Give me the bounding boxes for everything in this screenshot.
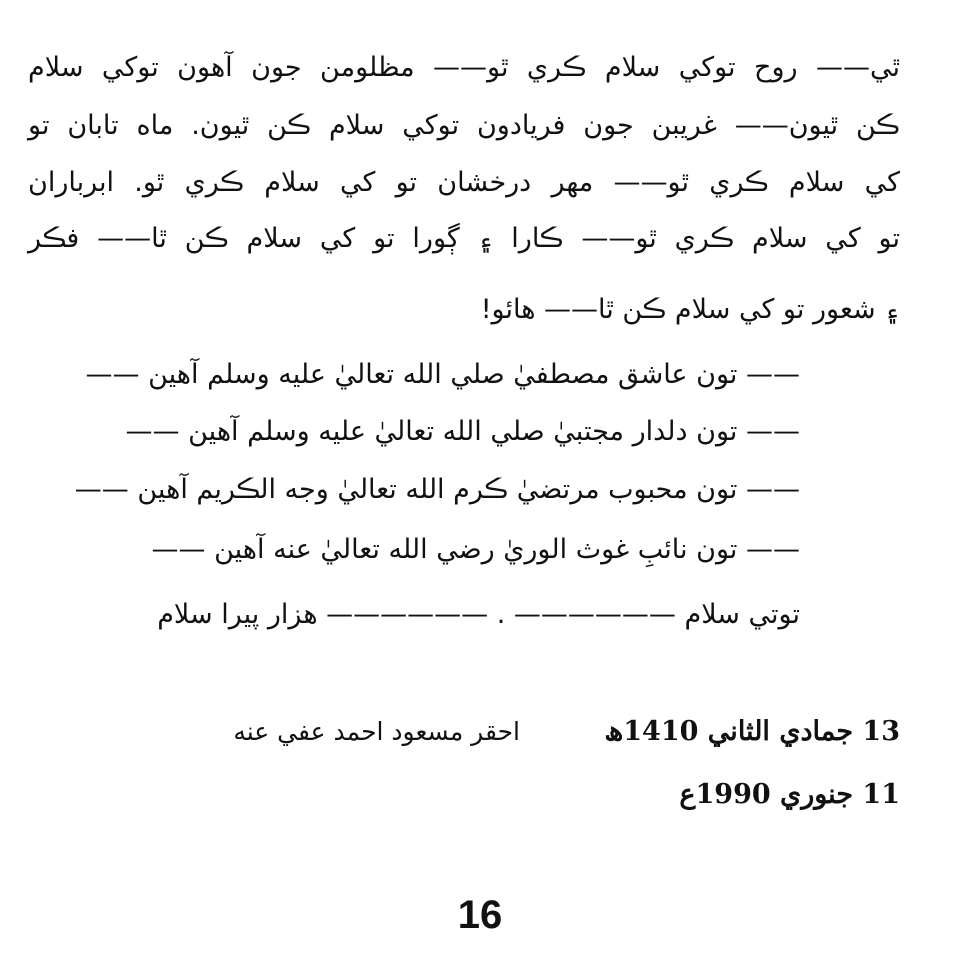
verse-line: —— تون نائبِ غوث الوريٰ رضي الله تعاليٰ عنه آھين —— [151,534,800,565]
author-signature: احقر مسعود احمد عفي عنه [233,717,520,746]
paragraph-line: ڪن ٿيون—— غريبن جون فريادون توکي سلام ڪن ٿيون. ماه تابان تو [28,110,900,141]
gregorian-date: 11 جنوري 1990ع [679,779,900,810]
verse-line: توتي سلام —————— . —————— ھزار پيرا سلام [157,599,800,630]
paragraph-line: کي سلام ڪري ٿو—— مھر درخشان تو کي سلام ڪري ٿو. ابرباران [28,167,900,198]
paragraph-line: تو کي سلام ڪري ٿو—— ڪارا ۽ ڳورا تو کي سلام ڪن ٿا—— فڪر [28,223,900,254]
hijri-date: 13 جمادي الثاني 1410ھ [604,716,900,747]
paragraph-line: ٿي—— روح توکي سلام ڪري ٿو—— مظلومن جون آھون توکي سلام [28,52,900,83]
verse-line: —— تون دلدار مجتبيٰ صلي الله تعاليٰ عليه وسلم آھين —— [125,416,800,447]
verse-line: —— تون عاشق مصطفيٰ صلي الله تعاليٰ عليه وسلم آھين —— [85,359,800,390]
verse-line: —— تون محبوب مرتضيٰ ڪرم الله تعاليٰ وجه الڪريم آھين —— [74,474,800,505]
paragraph-line: ۽ شعور تو کي سلام ڪن ٿا—— ھائو! [480,294,900,325]
page-number: 16 [457,893,503,937]
